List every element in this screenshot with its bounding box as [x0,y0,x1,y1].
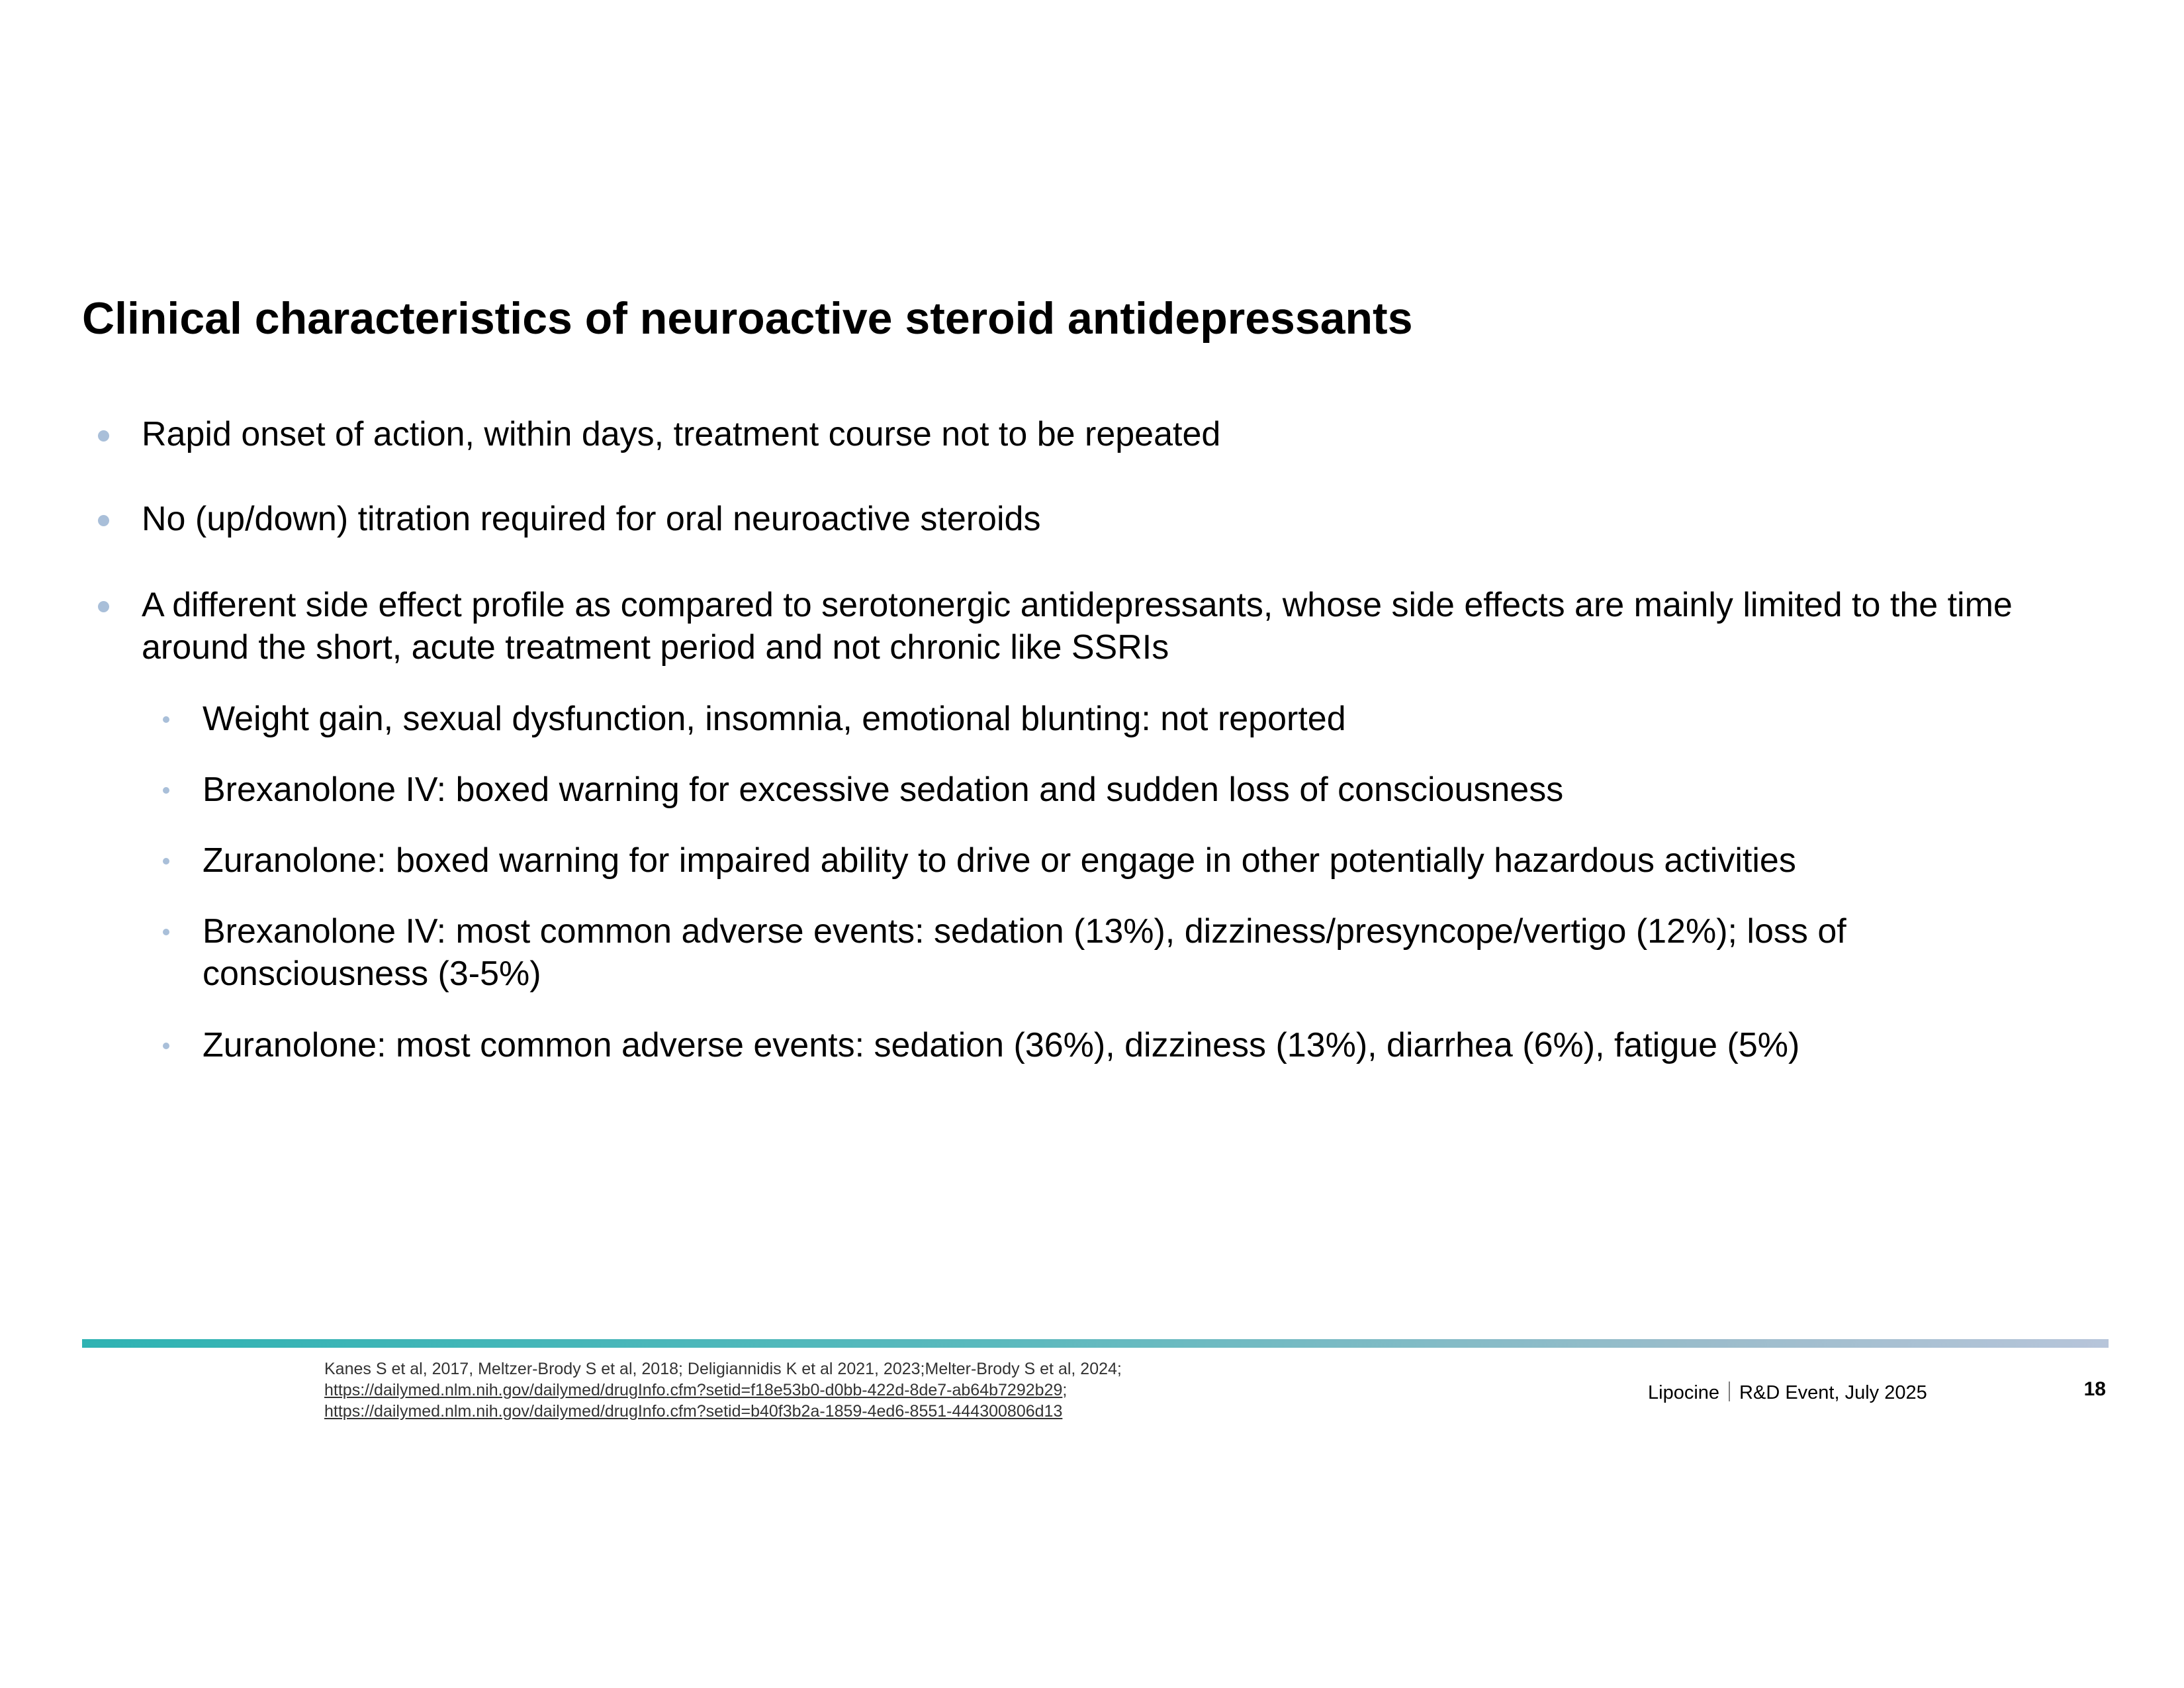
company-name: Lipocine [1648,1382,1720,1403]
footer-divider [82,1339,2109,1348]
bullet-side-effect-profile [142,584,2101,669]
bullet-dot-icon [98,515,109,526]
bullet-no-titration [142,498,2101,540]
sub-bullet-brexanolone-warning [203,769,1989,811]
sub-bullet-text: Weight gain, sexual dysfunction, insomnia, emotional blunting: not reported [203,700,1346,738]
bullet-text: No (up/down) titration required for oral neuroactive steroids [142,500,1041,538]
reference-citations: Kanes S et al, 2017, Meltzer-Brody S et al, 2018; Deligiannidis K et al 2021, 2023;Melter-Brody S et al, 2024; [324,1360,1122,1378]
event-name: R&D Event, July 2025 [1739,1382,1927,1403]
references [324,1358,1317,1422]
sub-bullet-zuranolone-adverse-events [203,1024,1989,1066]
sub-bullet-text: Zuranolone: boxed warning for impaired ability to drive or engage in other potentially hazardous activities [203,841,1796,880]
reference-link-zuranolone[interactable]: https://dailymed.nlm.nih.gov/dailymed/drugInfo.cfm?setid=b40f3b2a-1859-4ed6-8551-444300806d13 [324,1402,1063,1421]
reference-link-line [324,1380,1317,1401]
reference-link-brexanolone[interactable]: https://dailymed.nlm.nih.gov/dailymed/drugInfo.cfm?setid=f18e53b0-d0bb-422d-8de7-ab64b7292b29 [324,1381,1063,1399]
sub-bullet-text: Zuranolone: most common adverse events: sedation (36%), dizziness (13%), diarrhea (6%), fatigue (5%) [203,1026,1800,1064]
sub-bullet-dot-icon [163,858,169,865]
sub-bullet-brexanolone-adverse-events [203,910,1989,995]
sub-bullet-dot-icon [163,1043,169,1049]
slide-title: Clinical characteristics of neuroactive steroid antidepressants [82,293,1413,344]
footer-separator [1729,1382,1730,1401]
sub-bullet-text: Brexanolone IV: boxed warning for excessive sedation and sudden loss of consciousness [203,771,1564,809]
sub-bullet-weight-gain [203,698,1989,740]
sub-bullet-text: Brexanolone IV: most common adverse events: sedation (13%), dizziness/presyncope/vertigo (12%); loss of consciousness (3-5%) [203,912,1846,993]
bullet-dot-icon [98,601,109,612]
reference-separator: ; [1062,1381,1068,1399]
footer-brand [1648,1380,1927,1406]
bullet-text: Rapid onset of action, within days, treatment course not to be repeated [142,415,1221,453]
sub-bullet-zuranolone-warning [203,839,1989,882]
sub-bullet-dot-icon [163,716,169,723]
sub-bullet-dot-icon [163,787,169,794]
page-number: 18 [2083,1378,2106,1400]
sub-bullet-dot-icon [163,929,169,935]
bullet-text: A different side effect profile as compared to serotonergic antidepressants, whose side effects are mainly limited to the time around the short, acute treatment period and not chronic like SSRIs [142,586,2013,667]
bullet-dot-icon [98,430,109,442]
bullet-rapid-onset [142,413,2101,455]
